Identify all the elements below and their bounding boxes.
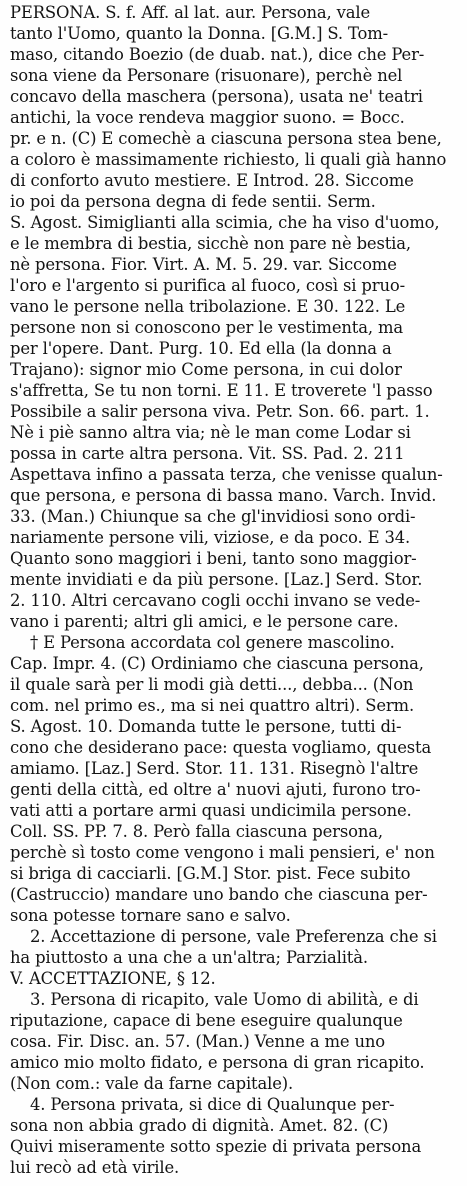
- sense-heading-line: † E Persona accordata col genere mascolino.: [30, 633, 395, 652]
- text-line: nariamente persone vili, viziose, e da poco. E 34.: [10, 528, 411, 547]
- text-line: nè persona. Fior. Virt. A. M. 5. 29. var. Siccome: [10, 255, 397, 274]
- text-line: perchè sì tosto come vengono i mali pensieri, e' non: [10, 843, 435, 862]
- text-line: cono che desiderano pace: questa vogliamo, questa: [10, 738, 432, 757]
- text-line: vati atti a portare armi quasi undicimila persone.: [10, 801, 412, 820]
- text-line: Aspettava infino a passata terza, che venisse qualun-: [10, 465, 443, 484]
- text-line: Possibile a salir persona viva. Petr. Son. 66. part. 1.: [10, 402, 430, 421]
- text-line: amiamo. [Laz.] Serd. Stor. 11. 131. Risegnò l'altre: [10, 759, 419, 778]
- sense-heading-line: 4. Persona privata, si dice di Qualunque per-: [30, 1095, 395, 1114]
- text-line: vano le persone nella tribolazione. E 30. 122. Le: [10, 297, 406, 316]
- text-line: 2. 110. Altri cercavano cogli occhi invano se vede-: [10, 591, 421, 610]
- text-line: sona potesse tornare sano e salvo.: [10, 906, 291, 925]
- text-line: tanto l'Uomo, quanto la Donna. [G.M.] S. Tom-: [10, 24, 389, 43]
- text-line: genti della città, ed oltre a' nuovi ajuti, furono tro-: [10, 780, 421, 799]
- text-line: Quivi miseramente sotto spezie di privata persona: [10, 1137, 422, 1156]
- text-line: il quale sarà per li modi già detti..., debba... (Non: [10, 675, 414, 694]
- text-line: Coll. SS. PP. 7. 8. Però falla ciascuna persona,: [10, 822, 383, 841]
- text-line: persone non si conoscono per le vestimenta, ma: [10, 318, 403, 337]
- text-line: concavo della maschera (persona), usata ne' teatri: [10, 87, 423, 106]
- text-line: que persona, e persona di bassa mano. Varch. Invid.: [10, 486, 437, 505]
- text-line: io poi da persona degna di fede sentii. Serm.: [10, 192, 376, 211]
- text-line: Cap. Impr. 4. (C) Ordiniamo che ciascuna persona,: [10, 654, 424, 673]
- text-line: lui recò ad età virile.: [10, 1158, 180, 1177]
- text-line: vano i parenti; altri gli amici, e le persone care.: [10, 612, 399, 631]
- text-line: ha piuttosto a una che a un'altra; Parzialità.: [10, 948, 368, 967]
- text-line: PERSONA. S. f. Aff. al lat. aur. Persona, vale: [10, 3, 371, 22]
- text-line: Nè i piè sanno altra via; nè le man come Lodar si: [10, 423, 411, 442]
- text-line: (Non com.: vale da farne capitale).: [10, 1074, 294, 1093]
- text-line: per l'opere. Dant. Purg. 10. Ed ella (la donna a: [10, 339, 392, 358]
- text-line: S. Agost. Simiglianti alla scimia, che ha viso d'uomo,: [10, 213, 440, 232]
- text-line: sona viene da Personare (risuonare), perchè nel: [10, 66, 403, 85]
- text-line: possa in carte altra persona. Vit. SS. Pad. 2. 211: [10, 444, 405, 463]
- text-line: V. ACCETTAZIONE, § 12.: [10, 969, 216, 988]
- text-line: 33. (Man.) Chiunque sa che gl'invidiosi sono ordi-: [10, 507, 416, 526]
- text-line: s'affretta, Se tu non torni. E 11. E troverete 'l passo: [10, 381, 433, 400]
- text-line: si briga di cacciarli. [G.M.] Stor. pist. Fece subito: [10, 864, 411, 883]
- text-line: e le membra di bestia, sicchè non pare nè bestia,: [10, 234, 411, 253]
- text-line: antichi, la voce rendeva maggior suono. = Bocc.: [10, 108, 405, 127]
- text-line: sona non abbia grado di dignità. Amet. 82. (C): [10, 1116, 389, 1135]
- text-line: (Castruccio) mandare uno bando che ciascuna per-: [10, 885, 428, 904]
- text-line: Trajano): signor mio Come persona, in cui dolor: [10, 360, 402, 379]
- text-line: riputazione, capace di bene eseguire qualunque: [10, 1011, 403, 1030]
- text-line: mente invidiati e da più persone. [Laz.] Serd. Stor.: [10, 570, 423, 589]
- text-line: com. nel primo es., ma si nei quattro altri). Serm.: [10, 696, 415, 715]
- text-line: di conforto avuto mestiere. E Introd. 28. Siccome: [10, 171, 414, 190]
- sense-heading-line: 2. Accettazione di persone, vale Preferenza che si: [30, 927, 437, 946]
- text-line: pr. e n. (C) E comechè a ciascuna persona stea bene,: [10, 129, 442, 148]
- text-line: maso, citando Boezio (de duab. nat.), dice che Per-: [10, 45, 425, 64]
- text-line: amico mio molto fidato, e persona di gran ricapito.: [10, 1053, 425, 1072]
- sense-heading-line: 3. Persona di ricapito, vale Uomo di abilità, e di: [30, 990, 419, 1009]
- text-line: S. Agost. 10. Domanda tutte le persone, tutti di-: [10, 717, 402, 736]
- text-line: cosa. Fir. Disc. an. 57. (Man.) Venne a me uno: [10, 1032, 386, 1051]
- text-line: Quanto sono maggiori i beni, tanto sono maggior-: [10, 549, 417, 568]
- text-line: a coloro è massimamente richiesto, li quali già hanno: [10, 150, 447, 169]
- text-line: l'oro e l'argento si purifica al fuoco, così si pruo-: [10, 276, 405, 295]
